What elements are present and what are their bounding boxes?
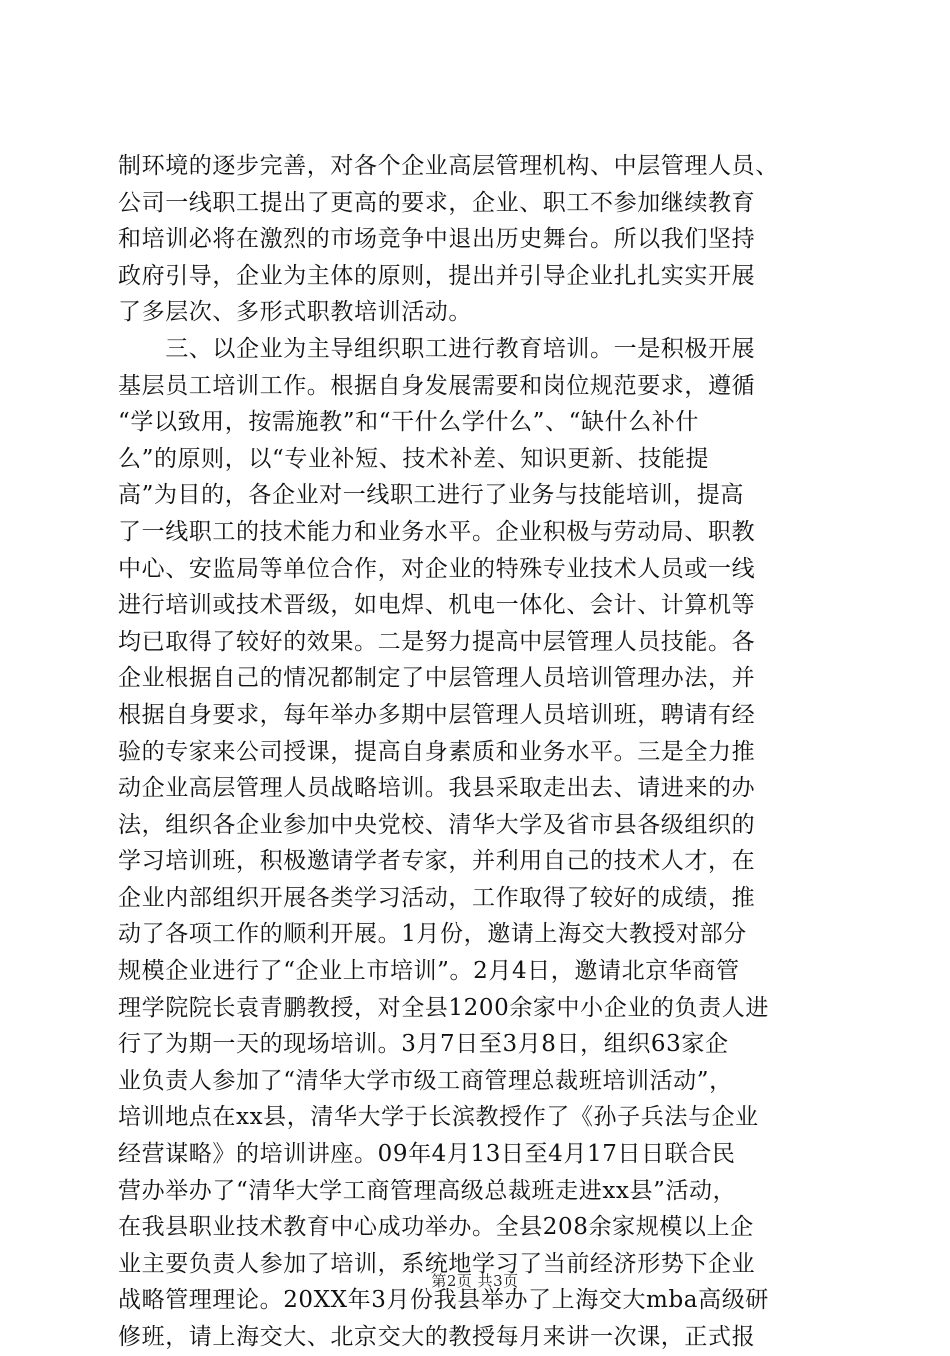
text-line: 法，组织各企业参加中央党校、清华大学及省市县各级组织的 <box>118 811 756 838</box>
text-line: 培训地点在xx县，清华大学于长滨教授作了《孙子兵法与企业 <box>118 1104 759 1131</box>
text-line: 修班，请上海交大、北京交大的教授每月来讲一次课，正式报 <box>118 1324 756 1350</box>
page-number-footer: 第2页 共3页 <box>431 1272 519 1290</box>
body-text <box>118 148 838 1356</box>
text-line: 学习培训班，积极邀请学者专家，并利用自己的技术人才，在 <box>118 848 756 875</box>
text-line: 了多层次、多形式职教培训活动。 <box>118 299 472 326</box>
text-line: 理学院院长袁青鹏教授，对全县1200余家中小企业的负责人进 <box>118 994 769 1021</box>
text-line: 规模企业进行了“企业上市培训”。2月4日，邀请北京华商管 <box>118 958 740 985</box>
text-line: 根据自身要求，每年举办多期中层管理人员培训班，聘请有经 <box>118 701 756 728</box>
text-line: 经营谋略》的培训讲座。09年4月13日至4月17日日联合民 <box>118 1141 736 1168</box>
text-line: 动了各项工作的顺利开展。1月份，邀请上海交大教授对部分 <box>118 921 747 948</box>
text-line: “学以致用，按需施教”和“干什么学什么”、“缺什么补什 <box>118 409 699 436</box>
text-line: 企业内部组织开展各类学习活动，工作取得了较好的成绩，推 <box>118 884 756 911</box>
text-line: 进行培训或技术晋级，如电焊、机电一体化、会计、计算机等 <box>118 592 756 619</box>
text-line: 三、以企业为主导组织职工进行教育培训。一是积极开展 <box>118 335 756 362</box>
text-line: 么”的原则，以“专业补短、技术补差、知识更新、技能提 <box>118 445 710 472</box>
text-line: 制环境的逐步完善，对各个企业高层管理机构、中层管理人员、 <box>118 153 779 179</box>
text-line: 高”为目的，各企业对一线职工进行了业务与技能培训，提高 <box>118 482 744 509</box>
text-line: 基层员工培训工作。根据自身发展需要和岗位规范要求，遵循 <box>118 372 756 399</box>
text-line: 业负责人参加了“清华大学市级工商管理总裁班培训活动”， <box>118 1067 733 1094</box>
text-line: 业主要负责人参加了培训，系统地学习了当前经济形势下企业 <box>118 1250 756 1277</box>
text-line: 在我县职业技术教育中心成功举办。全县208余家规模以上企 <box>118 1214 754 1241</box>
text-line: 验的专家来公司授课，提高自身素质和业务水平。三是全力推 <box>118 738 756 765</box>
text-line: 营办举办了“清华大学工商管理高级总裁班走进xx县”活动， <box>118 1177 737 1204</box>
text-line: 动企业高层管理人员战略培训。我县采取走出去、请进来的办 <box>118 775 756 802</box>
text-line: 公司一线职工提出了更高的要求，企业、职工不参加继续教育 <box>118 189 756 216</box>
text-line: 了一线职工的技术能力和业务水平。企业积极与劳动局、职教 <box>118 518 756 545</box>
text-line: 企业根据自己的情况都制定了中层管理人员培训管理办法，并 <box>118 665 756 692</box>
text-line: 均已取得了较好的效果。二是努力提高中层管理人员技能。各 <box>118 628 756 655</box>
text-line: 战略管理理论。20XX年3月份我县举办了上海交大mba高级研 <box>118 1287 769 1314</box>
text-line: 中心、安监局等单位合作，对企业的特殊专业技术人员或一线 <box>118 555 756 582</box>
text-line: 政府引导，企业为主体的原则，提出并引导企业扎扎实实开展 <box>118 262 756 289</box>
text-line: 行了为期一天的现场培训。3月7日至3月8日，组织63家企 <box>118 1031 729 1058</box>
text-line: 和培训必将在激烈的市场竞争中退出历史舞台。所以我们坚持 <box>118 226 756 253</box>
